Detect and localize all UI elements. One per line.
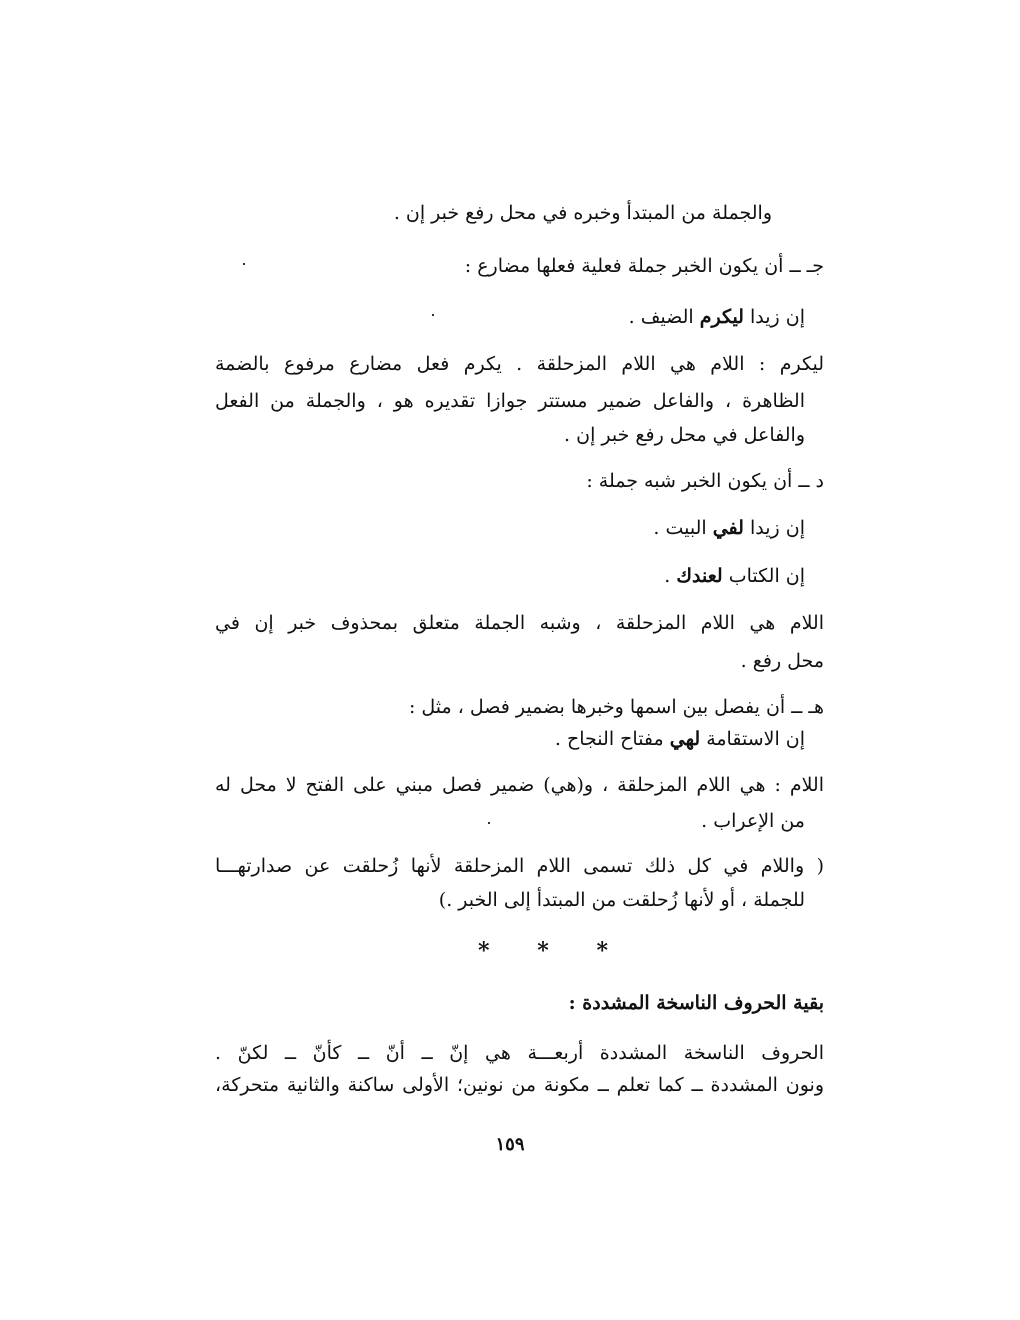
text-line: والجملة من المبتدأ وخبره في محل رفع خبر إن . (393, 202, 772, 224)
example-post: البيت . (653, 517, 713, 539)
star-icon: * (478, 938, 490, 964)
text-line: للجملة ، أو لأنها زُحلقت من المبتدأ إلى الخبر .) (438, 889, 805, 911)
example-bold-word: ليكرم (699, 306, 744, 328)
text-line: من الإعراب . (701, 810, 805, 832)
text-line: ليكرم : اللام هي اللام المزحلقة . يكرم فعل مضارع مرفوع بالضمة (215, 353, 824, 375)
star-icon: * (596, 938, 608, 964)
example-bold-word: لعندك (676, 565, 723, 587)
example-post: . (664, 565, 677, 587)
example-post: الضيف . (628, 306, 700, 328)
text-line: والفاعل في محل رفع خبر إن . (564, 424, 805, 446)
scan-speck (243, 263, 245, 265)
scan-speck (432, 314, 434, 316)
scan-speck (488, 822, 490, 824)
example-line (555, 724, 805, 754)
example-pre: إن زيدا (743, 517, 805, 539)
text-line: اللام هي اللام المزحلقة ، وشبه الجملة متعلق بمحذوف خبر إن في (215, 612, 824, 634)
example-post: مفتاح النجاح . (554, 728, 670, 750)
text-line: الحروف الناسخة المشددة أربعـــة هي إنّ ــ أنّ ــ كأنّ ــ لكنّ . (215, 1042, 824, 1064)
example-line (629, 302, 805, 332)
section-separator (478, 938, 608, 964)
section-jeem-heading: جـ ــ أن يكون الخبر جملة فعلية فعلها مضارع : (464, 255, 824, 277)
example-pre: إن زيدا (743, 306, 805, 328)
section-ha-heading: هـ ــ أن يفصل بين اسمها وخبرها بضمير فصل ، مثل : (408, 696, 824, 718)
text-line: ( واللام في كل ذلك تسمى اللام المزحلقة لأنها زُحلقت عن صدارتهـــا (215, 855, 824, 877)
star-icon: * (537, 938, 549, 964)
text-line: اللام : هي اللام المزحلقة ، و(هي) ضمير فصل مبني على الفتح لا محل له (215, 774, 824, 796)
text-line: محل رفع . (740, 650, 824, 672)
example-line (664, 561, 805, 591)
section-dal-heading: د ــ أن يكون الخبر شبه جملة : (586, 470, 824, 492)
section-title: بقية الحروف الناسخة المشددة : (568, 992, 824, 1014)
page-number: ١٥٩ (495, 1134, 525, 1155)
example-bold-word: لفي (712, 517, 744, 539)
text-line: ونون المشددة ــ كما تعلم ــ مكونة من نونين؛ الأولى ساكنة والثانية متحركة، (215, 1074, 824, 1096)
text-line: الظاهرة ، والفاعل ضمير مستتر جوازا تقديره هو ، والجملة من الفعل (215, 390, 805, 412)
example-pre: إن الاستقامة (700, 728, 805, 750)
example-bold-word: لهي (669, 728, 701, 750)
example-line (653, 513, 805, 543)
example-pre: إن الكتاب (722, 565, 805, 587)
